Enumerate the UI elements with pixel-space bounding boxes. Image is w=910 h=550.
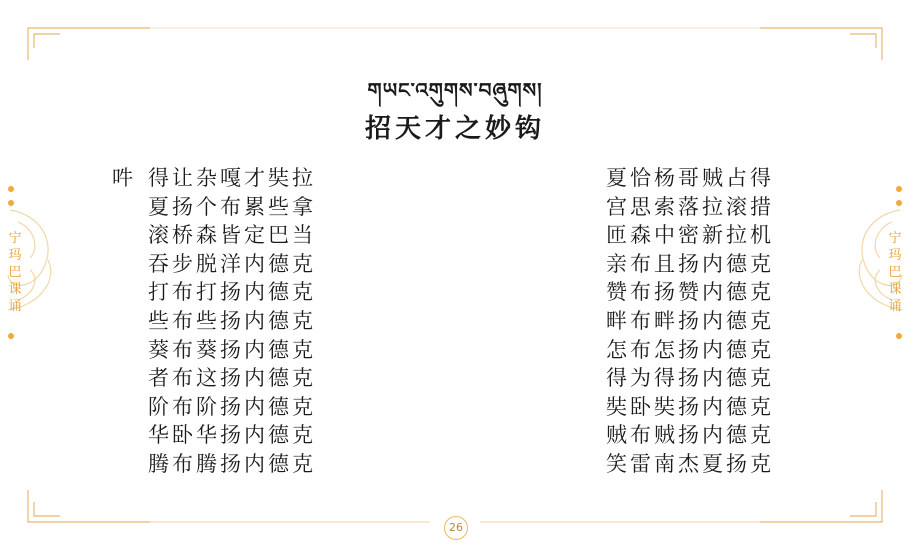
verse-line: 得为得扬内德克 (606, 366, 774, 391)
ornament-dot (896, 200, 902, 206)
verse-line: 奘卧奘扬内德克 (606, 394, 774, 419)
verse-line: 些布些扬内德克 (148, 308, 316, 333)
verse-line: 者布这扬内德克 (148, 366, 316, 391)
verse-lead: 吽 (112, 166, 136, 190)
side-label-right: 宁 玛 巴 课 诵 (888, 231, 902, 314)
verse-line: 畔布畔扬内德克 (606, 308, 774, 333)
verse-line: 怎布怎扬内德克 (606, 337, 774, 362)
verse-line: 华卧华扬内德克 (148, 423, 316, 448)
verse-line: 滚桥森皆定巴当 (148, 223, 316, 248)
verse-line: 阶布阶扬内德克 (148, 394, 316, 419)
verse-line: 吞步脱洋内德克 (148, 251, 316, 276)
verse-line: 吽 得让杂嘎才奘拉 (112, 164, 316, 193)
ornament-dot (8, 186, 14, 192)
verse-line: 打布打扬内德克 (148, 280, 316, 305)
verse-line: 亲布且扬内德克 (606, 251, 774, 276)
verse-line: 夏恰杨哥贼占得 (606, 166, 774, 190)
verse-line: 宫思索落拉滚措 (606, 194, 774, 219)
ornament-dot (896, 186, 902, 192)
verse-line: 葵布葵扬内德克 (148, 337, 316, 362)
side-label-left: 宁 玛 巴 课 诵 (8, 231, 22, 314)
verse-line: 腾布腾扬内德克 (148, 451, 316, 476)
ornament-dot (896, 333, 902, 339)
page-title: 招天才之妙钩 (364, 114, 545, 144)
ornament-dot (8, 333, 14, 339)
left-verse-column (112, 164, 316, 479)
verse-line: 夏扬个布累些拿 (148, 194, 316, 219)
ornament-dot (8, 200, 14, 206)
verse-line: 笑雷南杰夏扬克 (606, 451, 774, 476)
tibetan-title: གཡང་འགུགས་བཞུགས། (367, 78, 543, 102)
verse-line: 贼布贼扬内德克 (606, 423, 774, 448)
verse-line: 匝森中密新拉机 (606, 223, 774, 248)
page-number: 26 (444, 516, 468, 540)
verse-line: 赞布扬赞内德克 (606, 280, 774, 305)
right-verse-column (606, 164, 774, 479)
